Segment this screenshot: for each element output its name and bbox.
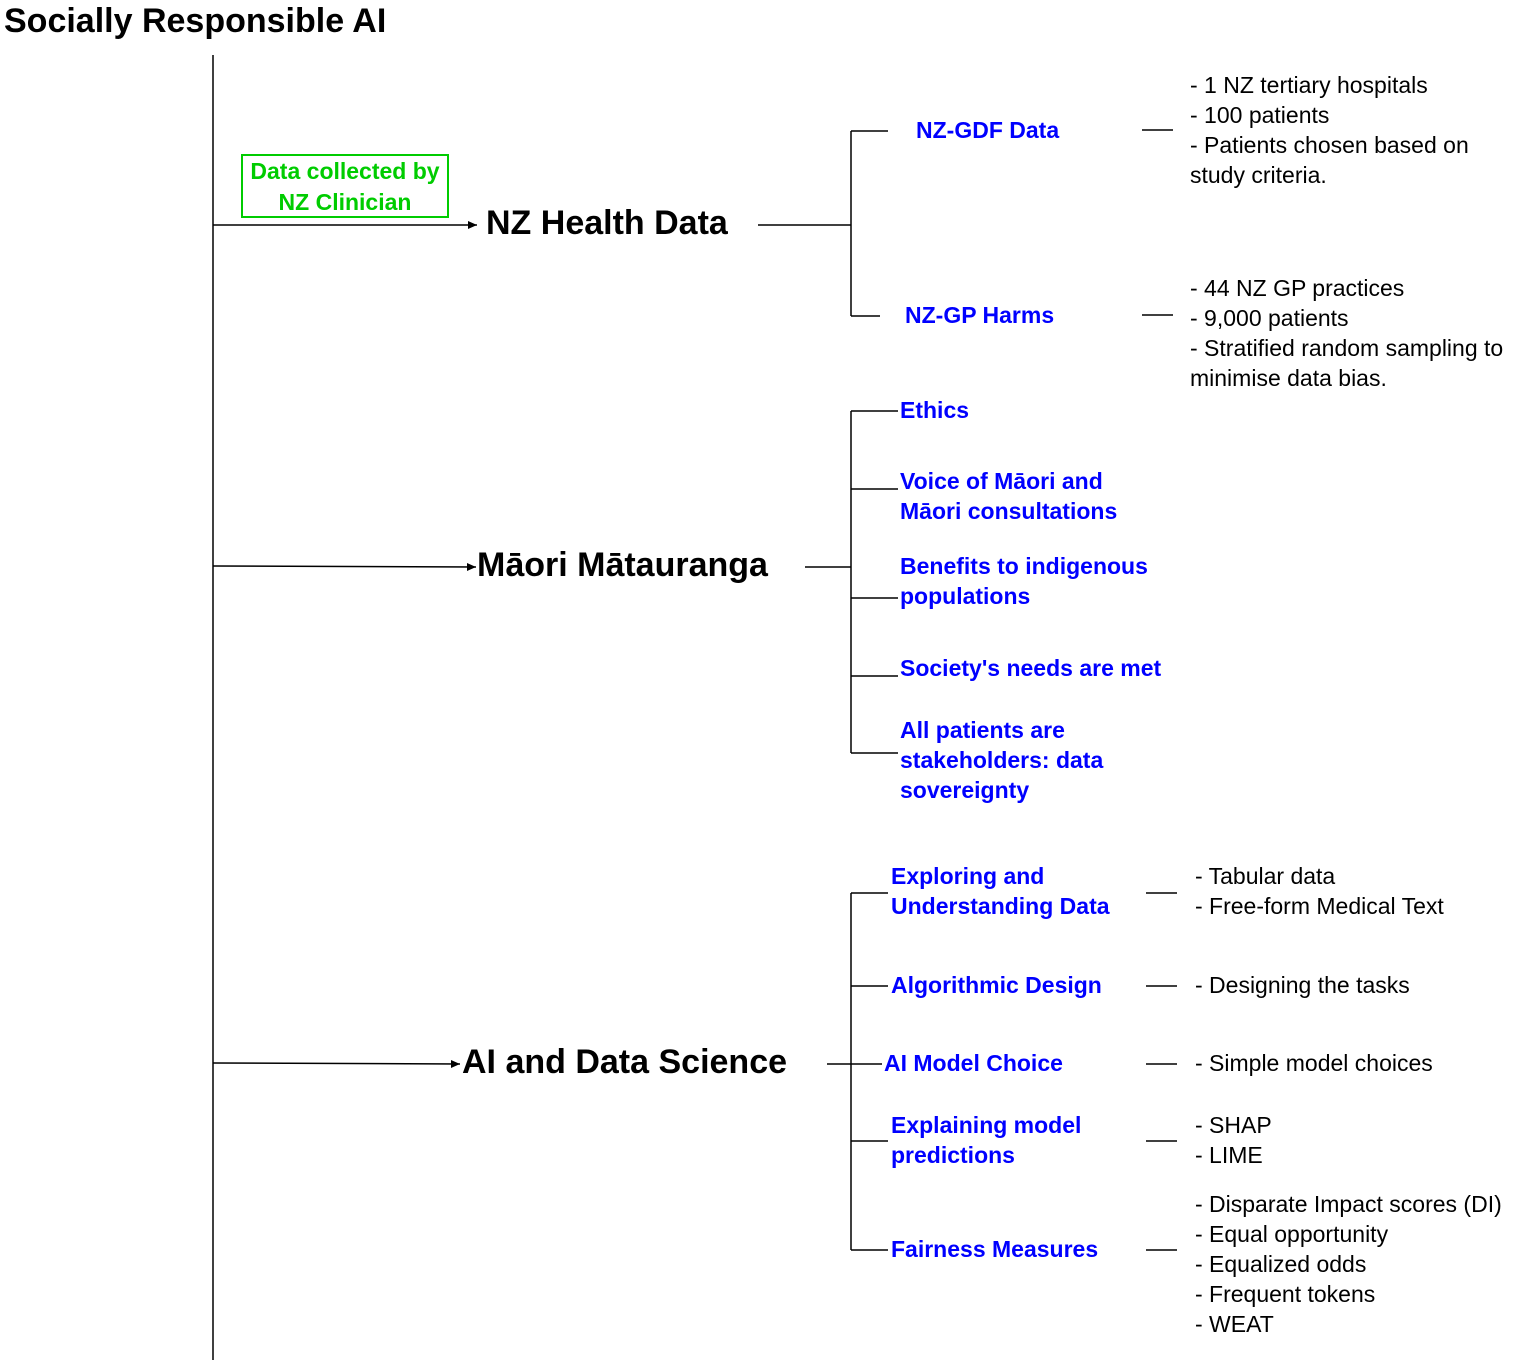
branch-maori-matauranga: Māori Mātauranga — [477, 546, 768, 584]
arrow-ai-data-science — [213, 1063, 460, 1064]
diagram-title: Socially Responsible AI — [4, 2, 387, 40]
node-ai-model-choice: AI Model Choice — [884, 1050, 1063, 1076]
node-nz-gp-harms: NZ-GP Harms — [905, 302, 1055, 328]
branch-nz-health-data: NZ Health Data — [486, 204, 728, 242]
details-ai-model-choice: - Simple model choices — [1195, 1050, 1433, 1076]
details-nz-gdf-data: - 1 NZ tertiary hospitals - 100 patients - Patients chosen based on study criteria. — [1190, 72, 1469, 188]
node-voice-of-maori: Voice of Māori and Māori consultations — [900, 468, 1118, 524]
node-exploring-data: Exploring and Understanding Data — [891, 863, 1110, 919]
details-explaining-predictions: - SHAP - LIME — [1195, 1112, 1272, 1168]
node-ethics: Ethics — [900, 397, 970, 423]
node-society-needs: Society's needs are met — [900, 655, 1162, 681]
branch-ai-data-science: AI and Data Science — [462, 1043, 788, 1081]
node-nz-gdf-data: NZ-GDF Data — [916, 117, 1060, 143]
node-patients-stakeholders: All patients are stakeholders: data sovereignty — [900, 717, 1104, 803]
clinician-note-box: Data collected by NZ Clinician — [241, 154, 449, 218]
node-algorithmic-design: Algorithmic Design — [891, 972, 1102, 998]
arrow-maori-matauranga — [213, 566, 476, 567]
details-fairness-measures: - Disparate Impact scores (DI) - Equal opportunity - Equalized odds - Frequent tokens - WEAT — [1195, 1191, 1502, 1337]
details-exploring-data: - Tabular data - Free-form Medical Text — [1195, 863, 1444, 919]
node-explaining-predictions: Explaining model predictions — [891, 1112, 1082, 1168]
node-fairness-measures: Fairness Measures — [891, 1236, 1099, 1262]
node-benefits-indigenous: Benefits to indigenous populations — [900, 553, 1148, 609]
details-algorithmic-design: - Designing the tasks — [1195, 972, 1410, 998]
details-nz-gp-harms: - 44 NZ GP practices - 9,000 patients - Stratified random sampling to minimise data bias. — [1190, 275, 1504, 391]
